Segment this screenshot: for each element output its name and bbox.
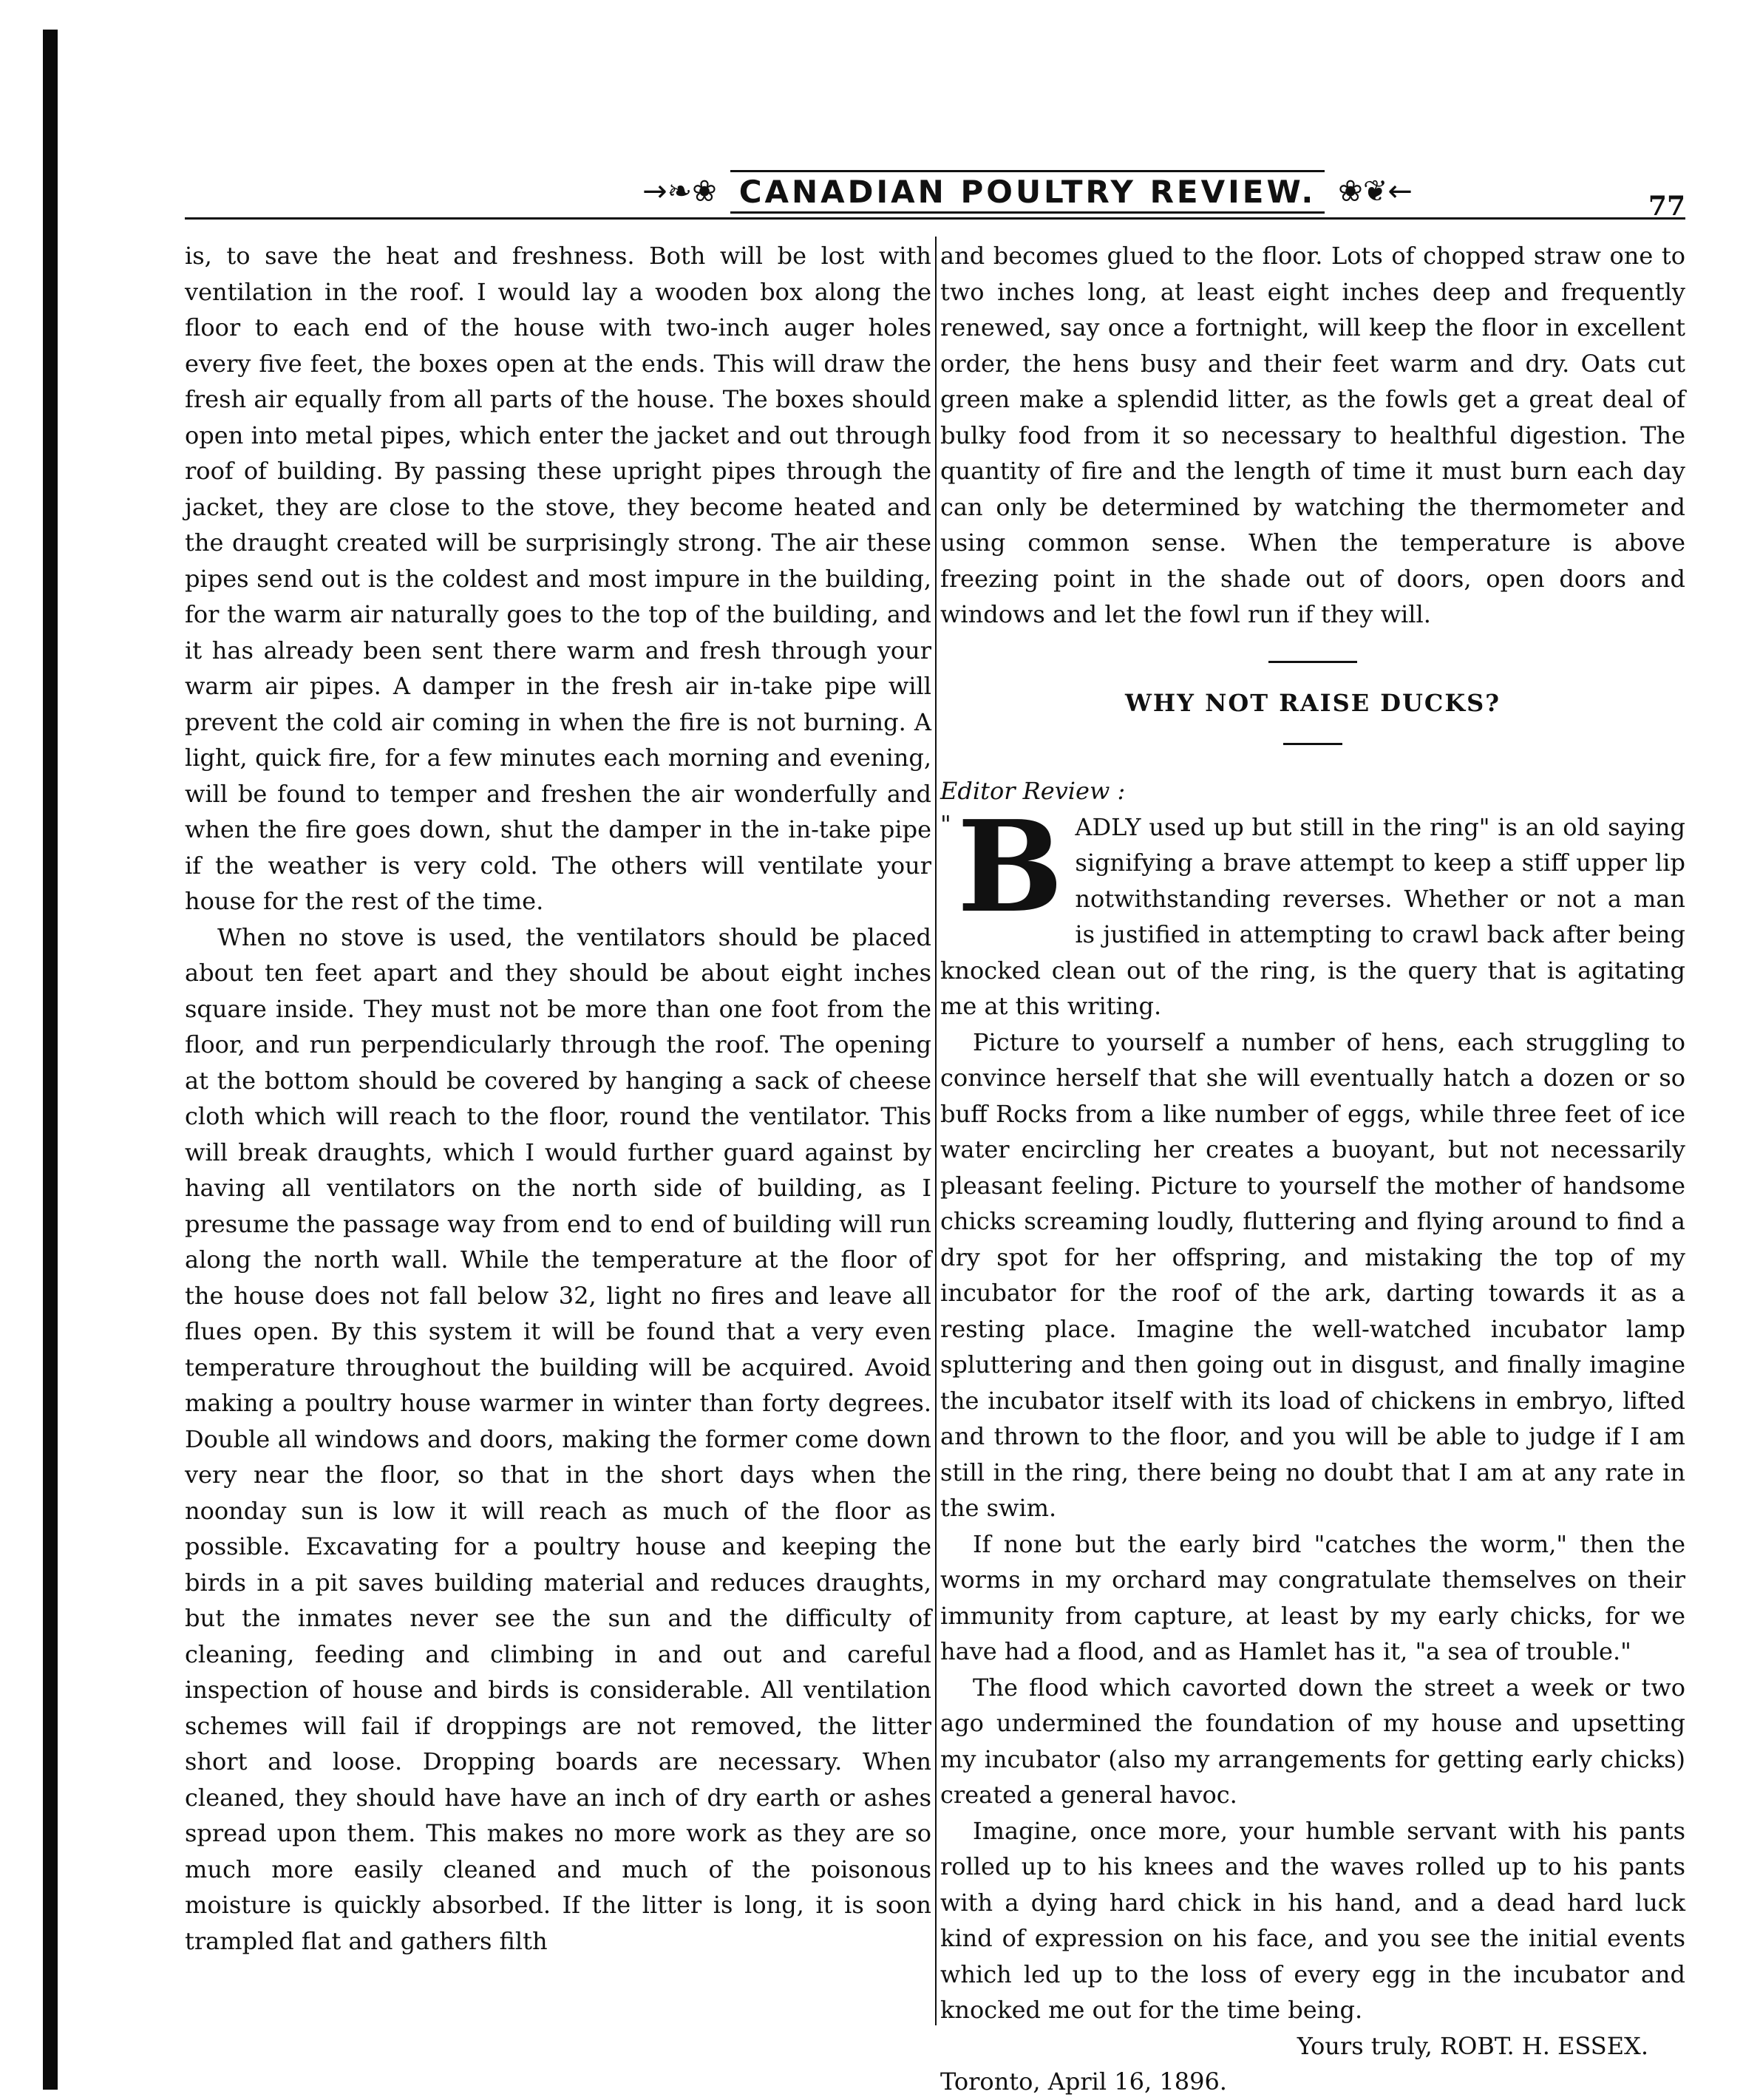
article-paragraph-4: The flood which cavorted down the street a week or two ago undermined the foundation of my house and upsetting my incubator (also my arrangements for getting early chicks) created a general havoc. bbox=[940, 1673, 1685, 1809]
section-divider-top bbox=[1268, 661, 1357, 663]
salutation: Editor Review : bbox=[940, 777, 1126, 805]
masthead bbox=[642, 169, 1413, 214]
left-column bbox=[185, 238, 931, 1959]
header-rule bbox=[185, 217, 1685, 220]
page-number: 77 bbox=[1648, 191, 1685, 222]
first-paragraph bbox=[940, 809, 1685, 1024]
opening-quote: " bbox=[940, 809, 951, 838]
article-paragraph-5: Imagine, once more, your humble servant with his pants rolled up to his knees and the waves rolled up to his pants with a dying hard chick in his hand, and a dead hard luck kind of expression on his face, and you see the initial events which led up to the loss of every egg in the incubator and knocked me out for the time being. bbox=[940, 1816, 1685, 2024]
article-paragraph-3: If none but the early bird "catches the worm," then the worms in my orchard may congratulate themselves on their immunity from capture, at least by my early chicks, for we have had a flood, and as Hamlet has it, "a sea of trouble." bbox=[940, 1529, 1685, 1665]
article-paragraph-2: Picture to yourself a number of hens, each struggling to convince herself that she will eventually hatch a dozen or so buff Rocks from a like number of eggs, while three feet of ice water encircling her creates a buoyant, but not necessarily pleasant feeling. Picture to yourself the mother of handsome chicks screaming loudly, fluttering and flying around to find a dry spot for her offspring, and mistaking the top of my incubator for the roof of the ark, darting towards it as a resting place. Imagine the well-watched incubator lamp spluttering and then going out in disgust, and finally imagine the incubator itself with its load of chickens in embryo, lifted and thrown to the floor, and you will be able to judge if I am still in the ring, there being no doubt that I am at any rate in the swim. bbox=[940, 1027, 1685, 1522]
dateline: Toronto, April 16, 1896. bbox=[940, 2067, 1227, 2096]
left-paragraph-2: When no stove is used, the ventilators should be placed about ten feet apart and they should be about eight inches square inside. They must not be more than one foot from the floor, and run perpendicularly through the roof. The opening at the bottom should be covered by hanging a sack of cheese cloth which will reach to the floor, round the ventilator. This will break draughts, which I would further guard against by having all ventilators on the north side of building, as I presume the passage way from end to end of building will run along the north wall. While the temperature at the floor of the house does not fall below 32, light no fires and leave all flues open. By this system it will be found that a very even temperature throughout the building will be acquired. Avoid making a poultry house warmer in winter than forty degrees. Double all windows and doors, making the former come down very near the floor, so that in the short days when the noonday sun is low it will reach as much of the floor as possible. Excavating for a poultry house and keeping the birds in a pit saves building material and reduces draughts, but the inmates never see the sun and the difficulty of cleaning, feeding and climbing in and out and careful inspection of house and birds is considerable. All ventilation schemes will fail if droppings are not removed, the litter short and loose. Dropping boards are necessary. When cleaned, they should have have an inch of dry earth or ashes spread upon them. This makes no more work as they are so much more easily cleaned and much of the poisonous moisture is quickly absorbed. If the litter is long, it is soon trampled flat and gathers filth bbox=[185, 922, 931, 1955]
first-paragraph-text: ADLY used up but still in the ring" is an old saying signifying a brave attempt to keep a stiff upper lip notwithstanding reverses. Whether or not a man is justified in attempting to crawl back after being knocked clean out of the ring, is the query that is agitating me at this writing. bbox=[940, 812, 1685, 1020]
article-title: WHY NOT RAISE DUCKS? bbox=[1124, 688, 1501, 717]
drop-cap-letter: B bbox=[957, 809, 1064, 941]
right-flourish-ornament: ❀❦← bbox=[1338, 174, 1413, 208]
page-header bbox=[185, 169, 1685, 220]
masthead-title: CANADIAN POULTRY REVIEW. bbox=[730, 170, 1325, 214]
binding-edge bbox=[43, 30, 58, 2090]
left-paragraph-1: is, to save the heat and freshness. Both will be lost with ventilation in the roof. I would lay a wooden box along the floor to each end of the house with two-inch auger holes every five feet, the boxes open at the ends. This will draw the fresh air equally from all parts of the house. The boxes should open into metal pipes, which enter the jacket and out through roof of building. By passing these upright pipes through the jacket, they are close to the stove, they become heated and the draught created will be surprisingly strong. The air these pipes send out is the coldest and most impure in the building, for the warm air naturally goes to the top of the building, and it has already been sent there warm and fresh through your warm air pipes. A damper in the fresh air in-take pipe will prevent the cold air coming in when the fire is not burning. A light, quick fire, for a few minutes each morning and evening, will be found to temper and freshen the air wonderfully and when the fire goes down, shut the damper in the in-take pipe if the weather is very cold. The others will ventilate your house for the rest of the time. bbox=[185, 242, 931, 915]
right-column bbox=[940, 238, 1685, 2100]
signoff: Yours truly, ROBT. H. ESSEX. bbox=[1297, 2031, 1648, 2060]
right-continuation-paragraph: and becomes glued to the floor. Lots of chopped straw one to two inches long, at least eight inches deep and frequently renewed, say once a fortnight, will keep the floor in excellent order, the hens busy and their feet warm and dry. Oats cut green make a splendid litter, as the fowls get a great deal of bulky food from it so necessary to healthful digestion. The quantity of fire and the length of time it must burn each day can only be determined by watching the thermometer and using common sense. When the temperature is above freezing point in the shade out of doors, open doors and windows and let the fowl run if they will. bbox=[940, 242, 1685, 628]
column-divider bbox=[935, 237, 937, 2025]
section-divider-bottom bbox=[1283, 743, 1342, 745]
left-flourish-ornament: →❧❀ bbox=[642, 174, 717, 208]
